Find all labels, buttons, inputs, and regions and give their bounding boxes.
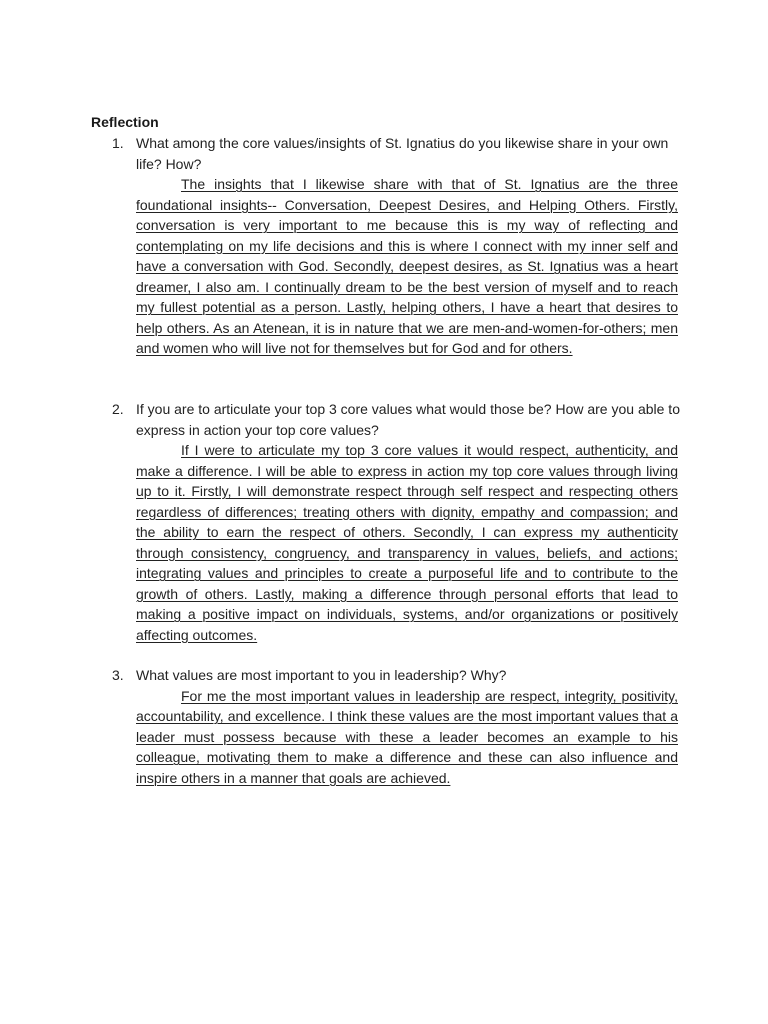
- question-number: 2.: [112, 401, 124, 417]
- question-text: What values are most important to you in leadership? Why?: [136, 667, 507, 683]
- question-number: 1.: [112, 135, 124, 151]
- question-text: If you are to articulate your top 3 core values what would those be? How are you able to express in action your top core values?: [136, 401, 680, 438]
- answer-paragraph: [136, 174, 678, 359]
- question-text: What among the core values/insights of St. Ignatius do you likewise share in your own life? How?: [136, 135, 669, 172]
- document-heading: Reflection: [91, 114, 159, 130]
- answer-paragraph: [136, 686, 678, 789]
- answer-text: If I were to articulate my top 3 core values it would respect, authenticity, and make a difference. I will be able to express in action my top core values through living up to it. Firstly, I will demonstrate respect through self respect and respecting others regardless of differences; treating others with dignity, empathy and compassion; and the ability to earn the respect of others. Secondly, I can express my authenticity through consistency, congruency, and transparency in values, beliefs, and actions; integrating values and principles to create a purposeful life and to contribute to the growth of others. Lastly, making a difference through personal efforts that lead to making a positive impact on individuals, systems, and/or organizations or positively affecting outcomes.: [136, 442, 678, 643]
- answer-text: The insights that I likewise share with that of St. Ignatius are the three foundational insights-- Conversation, Deepest Desires, and Helping Others. Firstly, conversation is very important to me because this is my way of reflecting and contemplating on my life decisions and this is where I connect with my inner self and have a conversation with God. Secondly, deepest desires, as St. Ignatius was a heart dreamer, I also am. I continually dream to be the best version of myself and to reach my fullest potential as a person. Lastly, helping others, I have a heart that desires to help others. As an Atenean, it is in nature that we are men-and-women-for-others; men and women who will live not for themselves but for God and for others.: [136, 176, 678, 356]
- answer-text: For me the most important values in leadership are respect, integrity, positivity, accountability, and excellence. I think these values are the most important values that a leader must possess because with these a leader becomes an example to his colleague, motivating them to make a difference and these can also influence and inspire others in a manner that goals are achieved.: [136, 687, 678, 786]
- question-number: 3.: [112, 667, 124, 683]
- answer-paragraph: [136, 440, 678, 645]
